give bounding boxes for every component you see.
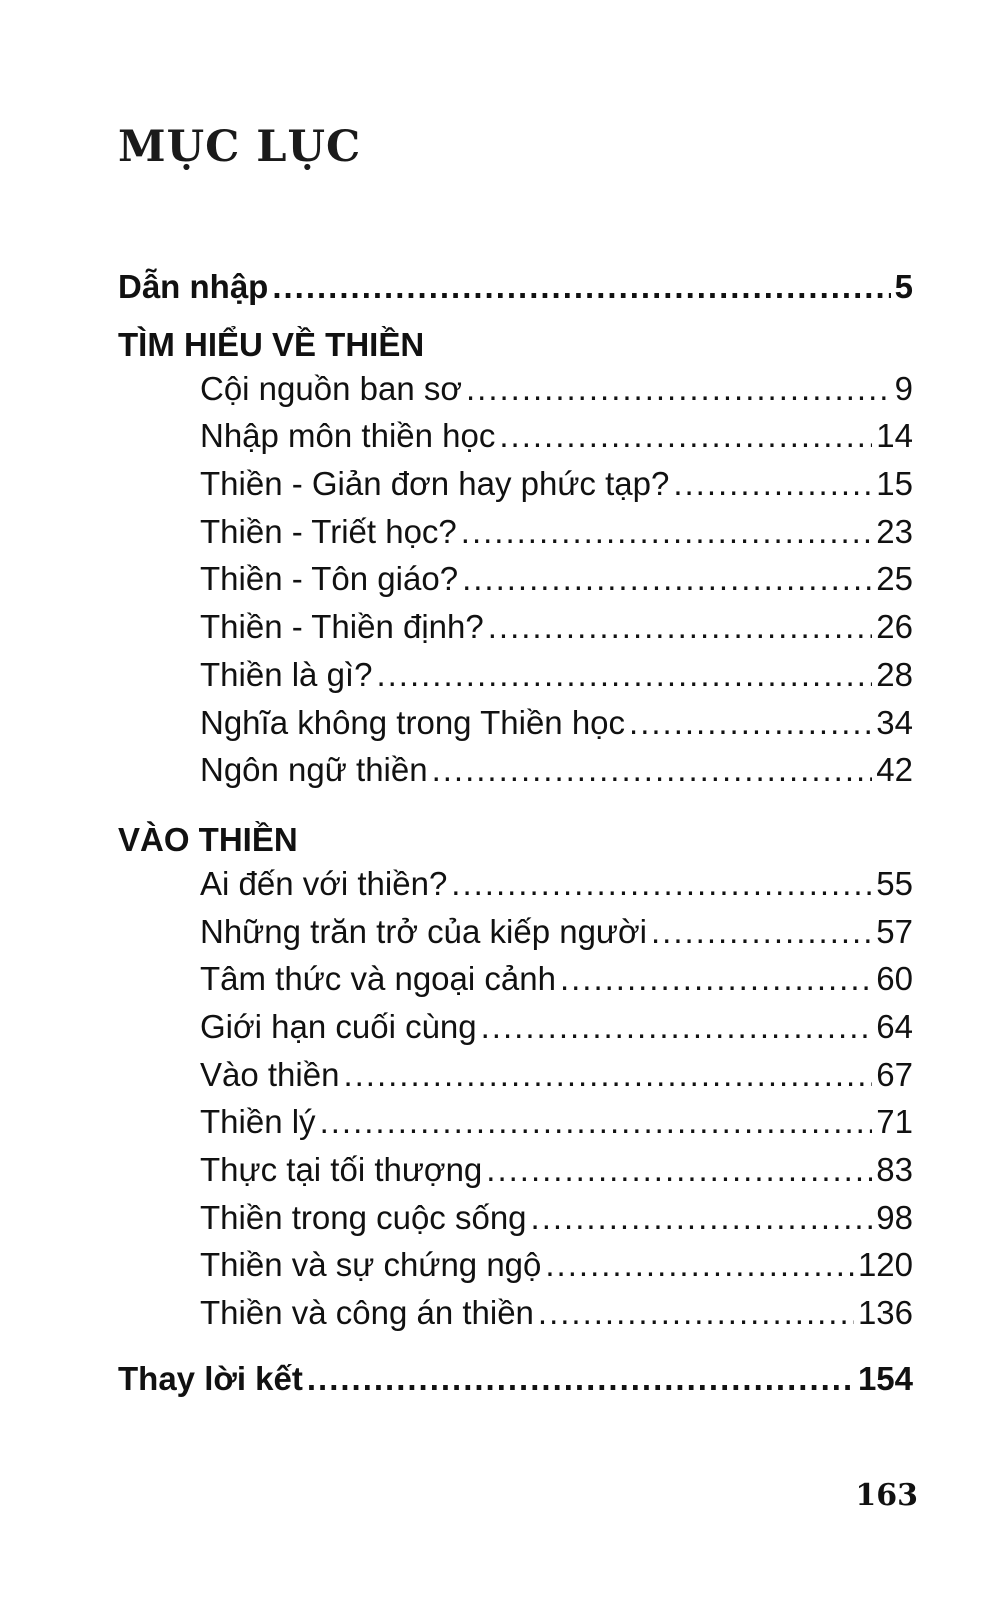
toc-entry-page: 25 — [876, 560, 913, 598]
toc-entry-label: Nghĩa không trong Thiền học — [200, 703, 626, 741]
toc-entry-label: Thiền lý — [200, 1103, 316, 1141]
dot-leader — [343, 1056, 872, 1094]
toc-entry-label: Nhập môn thiền học — [200, 417, 496, 455]
toc-entry-label: Thiền - Triết học? — [200, 512, 457, 550]
dot-leader — [651, 913, 872, 951]
toc-entry-page: 64 — [876, 1007, 913, 1045]
toc-entry-page: 5 — [894, 268, 913, 305]
toc-entry-page: 120 — [857, 1246, 913, 1284]
dot-leader — [462, 560, 872, 598]
toc-entry — [118, 704, 913, 752]
dot-leader — [272, 268, 890, 306]
toc-entry-page: 83 — [876, 1151, 913, 1188]
toc-entry-page: 15 — [876, 465, 913, 503]
toc-entry — [118, 465, 913, 513]
dot-leader — [673, 465, 872, 503]
toc-entry-page: 71 — [876, 1103, 913, 1141]
toc-entry-label: Những trăn trở của kiếp người — [200, 912, 647, 950]
toc-entry-page: 9 — [894, 369, 913, 407]
toc-entry-label: Dẫn nhập — [118, 268, 269, 305]
toc-entry-label: Thiền trong cuộc sống — [200, 1198, 527, 1236]
section-heading: TÌM HIỂU VỀ THIỀN — [118, 325, 425, 363]
spacer — [118, 799, 913, 811]
dot-leader — [466, 370, 891, 408]
toc-entry-page: 14 — [876, 417, 913, 455]
dot-leader — [451, 865, 872, 903]
toc-entry-label: Thiền - Thiền định? — [200, 608, 484, 646]
toc-entry-page: 98 — [876, 1198, 913, 1236]
toc-entry-page: 26 — [876, 608, 913, 646]
dot-leader — [376, 656, 872, 694]
toc-entry — [118, 1008, 913, 1056]
page-number: 163 — [855, 1478, 918, 1513]
toc-entry-label: Thiền là gì? — [200, 655, 373, 693]
dot-leader — [531, 1199, 873, 1237]
toc-entry-label: Tâm thức và ngoại cảnh — [200, 960, 556, 998]
toc-entry-label: Ai đến với thiền? — [200, 864, 448, 902]
toc-entry-page: 23 — [876, 512, 913, 550]
section-heading: VÀO THIỀN — [118, 820, 298, 858]
toc-entry — [118, 751, 913, 799]
toc-entry — [118, 608, 913, 656]
toc-entry-page: 60 — [876, 960, 913, 998]
toc-entry — [118, 1151, 913, 1199]
dot-leader — [461, 513, 873, 551]
toc-entry-label: Ngôn ngữ thiền — [200, 751, 428, 789]
toc-entry-page: 55 — [876, 864, 913, 902]
toc-entry — [118, 656, 913, 704]
toc-entry — [118, 417, 913, 465]
toc-entry — [118, 913, 913, 961]
toc-entry-label: Thiền - Tôn giáo? — [200, 560, 459, 598]
toc-entry-label: Cội nguồn ban sơ — [200, 369, 462, 407]
toc-entry — [118, 1103, 913, 1151]
toc-entry-label: Thực tại tối thượng — [200, 1151, 483, 1188]
toc-entry-page: 154 — [857, 1359, 913, 1397]
spacer — [118, 1342, 913, 1360]
table-of-contents — [118, 268, 913, 1407]
toc-entry-intro — [118, 268, 913, 316]
dot-leader — [545, 1246, 854, 1284]
toc-entry-page: 136 — [857, 1294, 913, 1332]
dot-leader — [432, 751, 873, 789]
toc-entry-label: Thiền và công án thiền — [200, 1294, 534, 1332]
dot-leader — [320, 1103, 873, 1141]
toc-entry — [118, 865, 913, 913]
toc-entry-page: 57 — [876, 912, 913, 950]
toc-entry — [118, 960, 913, 1008]
toc-entry-page: 42 — [876, 751, 913, 789]
toc-entry — [118, 513, 913, 561]
toc-entry-label: Thay lời kết — [118, 1359, 303, 1397]
dot-leader — [481, 1008, 873, 1046]
toc-entry — [118, 1056, 913, 1104]
toc-entry-outro — [118, 1360, 913, 1408]
page-title: MỤC LỤC — [118, 122, 362, 172]
toc-entry-label: Vào thiền — [200, 1055, 340, 1093]
dot-leader — [307, 1360, 854, 1398]
dot-leader — [486, 1151, 872, 1189]
toc-entry-page: 34 — [876, 703, 913, 741]
dot-leader — [538, 1294, 854, 1332]
toc-entry-page: 28 — [876, 655, 913, 693]
toc-entry — [118, 1294, 913, 1342]
dot-leader — [560, 960, 872, 998]
toc-entry — [118, 560, 913, 608]
dot-leader — [488, 608, 873, 646]
toc-entry — [118, 370, 913, 418]
dot-leader — [499, 417, 872, 455]
dot-leader — [629, 704, 872, 742]
toc-entry-page: 67 — [876, 1055, 913, 1093]
toc-entry — [118, 1246, 913, 1294]
toc-entry-label: Thiền và sự chứng ngộ — [200, 1246, 542, 1284]
toc-entry-label: Giới hạn cuối cùng — [200, 1007, 477, 1045]
toc-entry — [118, 1199, 913, 1247]
toc-entry-label: Thiền - Giản đơn hay phức tạp? — [200, 465, 670, 503]
